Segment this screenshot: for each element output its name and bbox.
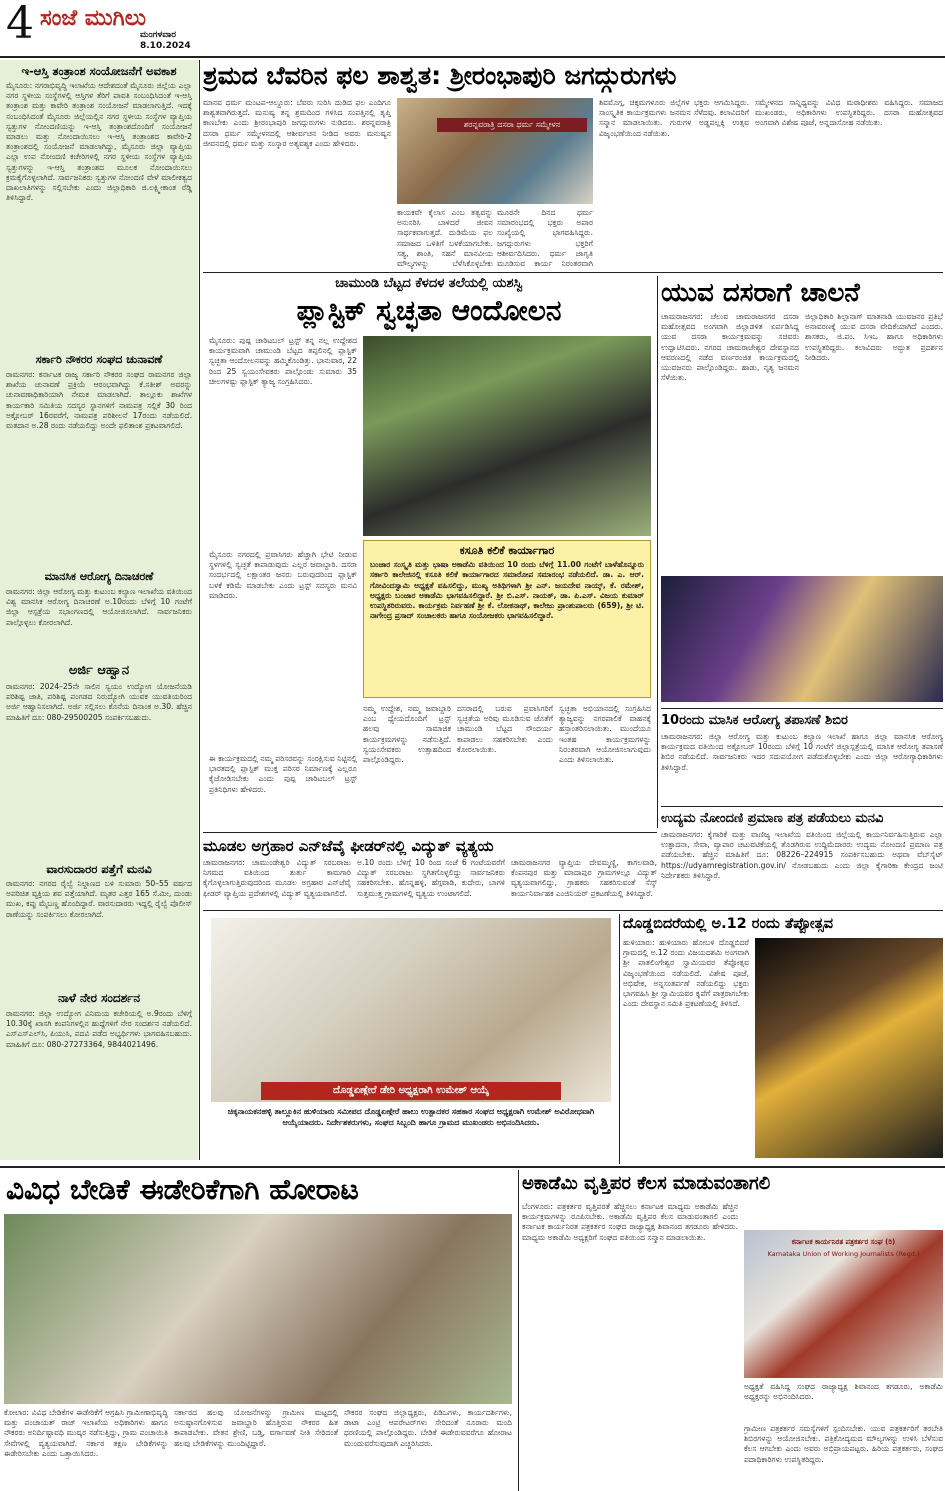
lead-body-col2: ಕಾಯಕವೇ ಕೈಲಾಸ ಎಂಬ ತತ್ವವನ್ನು ಅನುಸರಿಸಿ ಬಾಳಿದರೆ ಜೀವನ ಸಾರ್ಥಕವಾಗುತ್ತದೆ. ದುಡಿಮೆಯ ಫಲ ಸಮಾಜದ ಒಳಿತಿಗೆ ಬಳಕೆಯಾಗಬೇಕು. ಸತ್ಯ, ಶಾಂತಿ, ಸಹನೆ ಮಾನವೀಯ ಮೌಲ್ಯಗಳನ್ನು ಬೆಳೆಸಿಕೊಳ್ಳಬೇಕು <box>397 208 493 269</box>
academy-banner-en: Karnataka Union of Working Journalists (Regd.) <box>767 1250 920 1258</box>
plastic-body-col1c: ಈ ಕಾರ್ಯಕ್ರಮದಲ್ಲಿ ನಮ್ಮ ಪರಿಸರವನ್ನು ಸಂರಕ್ಷಿಸುವ ನಿಟ್ಟಿನಲ್ಲಿ ಭಾರತದಲ್ಲಿ ಪ್ಲಾಸ್ಟಿಕ್ ಮುಕ್ತ ಪರಿಸರ ನಿರ್ಮಾಣಕ್ಕೆ ಎಲ್ಲರೂ ಕೈಜೋಡಿಸಬೇಕು ಎಂದು ಪುಷ್ಪ ಚಾರಿಟಬಲ್ ಟ್ರಸ್ಟ್ ಪ್ರತಿನಿಧಿಗಳು ಹೇಳಿದರು. <box>209 754 357 794</box>
protest-photo <box>4 1214 512 1404</box>
headline-sandarshana: ನಾಳೆ ನೇರ ಸಂದರ್ಶನ <box>57 991 141 1005</box>
power-top-rule <box>203 832 657 833</box>
academy-photo <box>744 1230 943 1378</box>
lead-bottom-rule <box>203 272 943 273</box>
plastic-body-col4: ಸ್ವಚ್ಛತಾ ಅಭಿಯಾನದಲ್ಲಿ ಸಂಗ್ರಹಿಸಿದ ತ್ಯಾಜ್ಯವನ್ನು ನಗರಪಾಲಿಕೆ ವಾಹನಕ್ಕೆ ಹಸ್ತಾಂತರಿಸಲಾಯಿತು. ಮುಂದೆಯೂ ಇಂತಹ ಕಾರ್ಯಕ್ರಮಗಳನ್ನು ನಿರಂತರವಾಗಿ ಆಯೋಜಿಸಲಾಗುವುದು ಎಂದು ತಿಳಿಸಲಾಯಿತು. <box>559 704 651 765</box>
dairy-caption: ಚಿಕ್ಕನಾಯಕನಹಳ್ಳಿ ತಾಲ್ಲೂಕಿನ ಹುಳಿಯಾರು ಸಮೀಪದ ದೊಡ್ಡಏಣ್ಗೇರೆ ಹಾಲು ಉತ್ಪಾದಕರ ಸಹಕಾರ ಸಂಘದ ಅಧ್ಯಕ್ಷರಾಗಿ ಉಮೇಶ್ ಅವಿರೋಧವಾಗಿ ಆಯ್ಕೆಯಾದರು. ನಿರ್ದೇಶಕರುಗಳು, ಸಂಘದ ಸಿಬ್ಬಂದಿ ಹಾಗೂ ಗ್ರಾಮದ ಮುಖಂಡರು ಅಭಿನಂದಿಸಿದರು. <box>227 1107 595 1127</box>
headline-varasudara: ವಾರಸುದಾರರ ಪತ್ತೆಗೆ ಮನವಿ <box>46 862 152 876</box>
masthead <box>0 0 945 60</box>
teppotsava-story <box>623 914 943 1164</box>
plastic-body-col2: ನಮ್ಮ ಉದ್ದೇಶ, ನಮ್ಮ ಜವಾಬ್ದಾರಿ ಎಂಬ ಧ್ಯೇಯದೊಂದಿಗೆ ಟ್ರಸ್ಟ್ ಹಲವು ಸಾಮಾಜಿಕ ಕಾರ್ಯಕ್ರಮಗಳನ್ನು ನಡೆಸುತ್ತಿದೆ. ಸ್ವಯಂಸೇವಕರು ಉತ್ಸಾಹದಿಂದ ಪಾಲ್ಗೊಂಡಿದ್ದರು. <box>363 704 451 765</box>
item-varasudara <box>6 862 192 987</box>
masthead-rule <box>0 56 945 58</box>
yuva-story <box>661 276 943 706</box>
dairy-right-rule <box>619 914 620 1164</box>
protest-body-col3: ನೌಕರರ ಸಂಘದ ಜಿಲ್ಲಾಧ್ಯಕ್ಷರು, ಪಿಡಿಒಗಳು, ಕಾರ್ಯದರ್ಶಿಗಳು, ಡಾಟಾ ಎಂಟ್ರಿ ಆಪರೇಟರ್‌ಗಳು ಸೇರಿದಂತೆ ನೂರಾರು ಮಂದಿ ಧರಣಿಯಲ್ಲಿ ಪಾಲ್ಗೊಂಡಿದ್ದರು. ಬೇಡಿಕೆ ಈಡೇರುವವರೆಗೂ ಹೋರಾಟ ಮುಂದುವರೆಸುವುದಾಗಿ ಎಚ್ಚರಿಸಿದರು. <box>344 1408 512 1448</box>
udyam-headline: ಉದ್ಯಮ ನೋಂದಣಿ ಪ್ರಮಾಣ ಪತ್ರ ಪಡೆಯಲು ಮನವಿ <box>661 811 884 826</box>
lead-body-col1: ಮಾನವ ಧರ್ಮ ಮಂಟಪ-ಆಲ್ದೂರು: ಬೆವರು ಸುರಿಸಿ ದುಡಿದ ಫಲ ಎಂದಿಗೂ ಶಾಶ್ವತವಾಗಿರುತ್ತದೆ. ಮನುಷ್ಯ ತನ್ನ ಶ್ರಮದಿಂದ ಗಳಿಸಿದ ಸಂಪತ್ತಿನಲ್ಲಿ ತೃಪ್ತಿ ಕಾಣಬೇಕು ಎಂದು ಶ್ರೀರಂಭಾಪುರಿ ಜಗದ್ಗುರುಗಳು ನುಡಿದರು. ಶರನ್ನವರಾತ್ರಿ ದಸರಾ ಧರ್ಮ ಸಮ್ಮೇಳನದಲ್ಲಿ ಆಶೀರ್ವಚನ ನೀಡಿದ ಅವರು ಮನುಷ್ಯನ ಜೀವನದಲ್ಲಿ ಧರ್ಮ ಮತ್ತು ಸಂಸ್ಕಾರ ಅತ್ಯವಶ್ಯಕ ಎಂದು ಹೇಳಿದರು. <box>203 98 391 148</box>
udyam-body: ಚಾಮರಾಜನಗರ: ಕೈಗಾರಿಕೆ ಮತ್ತು ವಾಣಿಜ್ಯ ಇಲಾಖೆಯ ವತಿಯಿಂದ ಜಿಲ್ಲೆಯಲ್ಲಿ ಕಾರ್ಯನಿರ್ವಹಿಸುತ್ತಿರುವ ಎಲ್ಲಾ ಉತ್ಪಾದನಾ, ಸೇವಾ, ವ್ಯಾಪಾರ ಚಟುವಟಿಕೆಯಲ್ಲಿ ತೊಡಗಿರುವ ಉದ್ದಿಮೆದಾರರು ಉದ್ಯಮ ನೋಂದಣಿ ಪ್ರಮಾಣ ಪತ್ರ ಪಡೆಯಬೇಕು. ಹೆಚ್ಚಿನ ಮಾಹಿತಿಗೆ ದೂ: 08226–224915 ಸಂಪರ್ಕಿಸಬಹುದು ಅಥವಾ ವೆಬ್‌ಸೈಟ್ https://udyamregistration.gov.in/ ನೋಡಬಹುದು ಎಂದು ಜಿಲ್ಲಾ ಕೈಗಾರಿಕಾ ಕೇಂದ್ರದ ಜಂಟಿ ನಿರ್ದೇಶಕರು ತಿಳಿಸಿದ್ದಾರೆ. <box>661 830 943 880</box>
yuva-headline: ಯುವ ದಸರಾಗೆ ಚಾಲನೆ <box>661 278 860 308</box>
plastic-body-col3: ದಸರಾದಲ್ಲಿ ಬರುವ ಪ್ರವಾಸಿಗರಿಗೆ ಸ್ವಚ್ಛತೆಯ ಅರಿವು ಮೂಡಿಸುವ ಜೊತೆಗೆ ಚಾಮುಂಡಿ ಬೆಟ್ಟದ ಸೌಂದರ್ಯ ಕಾಪಾಡಲು ಸಹಕರಿಸಬೇಕು ಎಂದು ಕೋರಲಾಯಿತು. <box>457 704 553 754</box>
body-sandarshana: ರಾಮನಗರ: ಜಿಲ್ಲಾ ಉದ್ಯೋಗ ವಿನಿಮಯ ಕಚೇರಿಯಲ್ಲಿ ಅ.9ರಂದು ಬೆಳಿಗ್ಗೆ 10.30ಕ್ಕೆ ಖಾಸಗಿ ಕಂಪನಿಗಳಲ್ಲಿನ ಹುದ್ದೆಗಳಿಗೆ ನೇರ ಸಂದರ್ಶನ ನಡೆಯಲಿದೆ. ಎಸ್‌ಎಸ್‌ಎಲ್‌ಸಿ, ಪಿಯುಸಿ, ಪದವಿ ಪಡೆದ ಅಭ್ಯರ್ಥಿಗಳು ಭಾಗವಹಿಸಬಹುದು. ಮಾಹಿತಿಗೆ ದೂ: 080-27273364, 9844021496. <box>6 1009 192 1049</box>
item-nouakara <box>6 353 192 566</box>
yuva-photo <box>661 576 943 702</box>
academy-photo-caption: ಅಧ್ಯಕ್ಷತೆ ವಹಿಸಿದ್ದ ಸಂಘದ ರಾಜ್ಯಾಧ್ಯಕ್ಷ ಶಿವಾನಂದ ತಗಡೂರು, ಅಕಾಡೆಮಿ ಅಧ್ಯಕ್ಷರನ್ನು ಅಭಿನಂದಿಸಿದರು. <box>744 1382 943 1402</box>
academy-banner-kn: ಕರ್ನಾಟಕ ಕಾರ್ಯನಿರತ ಪತ್ರಕರ್ತರ ಸಂಘ (ರಿ) <box>791 1238 896 1246</box>
teppotsava-photo <box>755 938 943 1158</box>
dairy-caption-bar: ದೊಡ್ಡಏಣ್ಗೇರೆ ಡೇರಿ ಅಧ್ಯಕ್ಷರಾಗಿ ಉಮೇಶ್ ಆಯ್ಕೆ <box>261 1082 561 1100</box>
plastic-headline: ಪ್ಲಾಸ್ಟಿಕ್ ಸ್ವಚ್ಛತಾ ಆಂದೋಲನ <box>296 294 562 327</box>
yuva-body-col2: ಜಿಲ್ಲಾಧಿಕಾರಿ ಶಿಲ್ಪಾನಾಗ್ ಮಾತನಾಡಿ ಯುವಜನರ ಪ್ರತಿಭೆ ಅನಾವರಣಕ್ಕೆ ಯುವ ದಸರಾ ವೇದಿಕೆಯಾಗಿದೆ ಎಂದರು. ಶಾಸಕರು, ಜಿ.ಪಂ. ಸಿಇಒ ಹಾಗೂ ಅಧಿಕಾರಿಗಳು ಉಪಸ್ಥಿತರಿದ್ದರು. ಕಲಾವಿದರು ಅದ್ಭುತ ಪ್ರದರ್ಶನ ನೀಡಿದರು. <box>805 312 943 362</box>
academy-body-col2: ಗ್ರಾಮೀಣ ಪತ್ರಕರ್ತರ ಸಮಸ್ಯೆಗಳಿಗೆ ಸ್ಪಂದಿಸಬೇಕು. ಯುವ ಪತ್ರಕರ್ತರಿಗೆ ತರಬೇತಿ ಶಿಬಿರಗಳನ್ನು ಆಯೋಜಿಸಬೇಕು. ಪತ್ರಿಕೋದ್ಯಮದ ಮೌಲ್ಯಗಳನ್ನು ಉಳಿಸಿ ಬೆಳೆಸುವ ಕೆಲಸ ಆಗಬೇಕು ಎಂದು ಅವರು ಅಭಿಪ್ರಾಯಪಟ್ಟರು. ಹಿರಿಯ ಪತ್ರಕರ್ತರು, ಸಂಘದ ಪದಾಧಿಕಾರಿಗಳು ಉಪಸ್ಥಿತರಿದ್ದರು. <box>744 1424 943 1464</box>
body-varasudara: ರಾಮನಗರ: ನಗರದ ರೈಲ್ವೆ ನಿಲ್ದಾಣದ ಬಳಿ ಸುಮಾರು 50–55 ವರ್ಷದ ಅಪರಿಚಿತ ವ್ಯಕ್ತಿಯ ಶವ ಪತ್ತೆಯಾಗಿದೆ. ಮೃತರ ಎತ್ತರ 165 ಸೆ.ಮೀ, ದುಂಡು ಮುಖ, ಕಪ್ಪು ಮೈಬಣ್ಣ ಹೊಂದಿದ್ದಾರೆ. ವಾರಸುದಾರರು ಇದ್ದಲ್ಲಿ ರೈಲ್ವೆ ಪೊಲೀಸ್ ಠಾಣೆಯನ್ನು ಸಂಪರ್ಕಿಸಲು ಕೋರಲಾಗಿದೆ. <box>6 879 192 919</box>
udyam-story <box>661 810 943 906</box>
lead-body-col3: ಮೂರನೇ ದಿನದ ಧರ್ಮ ಸಮಾರಂಭದಲ್ಲಿ ಭಕ್ತರು ಅಪಾರ ಸಂಖ್ಯೆಯಲ್ಲಿ ಭಾಗವಹಿಸಿದ್ದರು. ಜಗದ್ಗುರುಗಳು ಭಕ್ತರಿಗೆ ಆಶೀರ್ವದಿಸಿದರು. ಧರ್ಮ ಜಾಗೃತಿ ಮೂಡಿಸುವ ಕಾರ್ಯ ನಿರಂತರವಾಗಿ <box>497 208 593 269</box>
dairy-story <box>203 914 617 1164</box>
body-eaasti: ಮೈಸೂರು: ನಗರಾಭಿವೃದ್ಧಿ ಇಲಾಖೆಯ ಆದೇಶದಂತೆ ಮೈಸೂರು ಜಿಲ್ಲೆಯ ಎಲ್ಲಾ ನಗರ ಸ್ಥಳೀಯ ಸಂಸ್ಥೆಗಳಲ್ಲಿ ಆಸ್ತಿಗಳ ತೆರಿಗೆ ಪಾವತಿ ಸಂಬಂಧಿಸಿದಂತೆ ಇ-ಆಸ್ತಿ ತಂತ್ರಾಂಶ ಮತ್ತು ಕಾವೇರಿ ತಂತ್ರಾಂಶ ಸಂಯೋಜನೆ ಮಾಡಲಾಗುತ್ತಿದೆ. ಇದಕ್ಕೆ ಸಂಬಂಧಿಸಿದಂತೆ ಮೈಸೂರು ಜಿಲ್ಲೆಯಲ್ಲಿನ ನಗರ ಸ್ಥಳೀಯ ಸಂಸ್ಥೆಗಳ ವ್ಯಾಪ್ತಿಯ ಸ್ವತ್ತುಗಳ ನೋಂದಣಿಯನ್ನು ಇ-ಆಸ್ತಿ ತಂತ್ರಾಂಶದೊಂದಿಗೆ ಸಂಯೋಜನೆ ಮಾಡಲು ಮತ್ತು ನೋಂದಾಯಿಸಲು ಇ-ಆಸ್ತಿ ತಂತ್ರಾಂಶದ ಕಾವೇರಿ-2 ತಂತ್ರಾಂಶದಲ್ಲಿ ಸಂಯೋಜನೆ ಮಾಡಲಾಗಿದ್ದು, ಮೈಸೂರು ಜಿಲ್ಲಾ ವ್ಯಾಪ್ತಿಯ ಎಲ್ಲಾ ಉಪ ನೋಂದಣಿ ಕಚೇರಿಗಳಲ್ಲಿ ನಗರ ಸ್ಥಳೀಯ ಸಂಸ್ಥೆಗಳ ವ್ಯಾಪ್ತಿಯ ಸ್ವತ್ತುಗಳನ್ನು ಇ-ಆಸ್ತಿ ತಂತ್ರಾಂಶದ ಮೂಲಕ ನೋಂದಾಯಿಸಲು ಕ್ರಮಕೈಗೊಳ್ಳಲಾಗಿದೆ. ಸಾರ್ವಜನಿಕರು ಸ್ವತ್ತುಗಳ ನೋಂದಣಿ ವೇಳೆ ಮಾಲೀಕತ್ವದ ದಾಖಲಾತಿಗಳನ್ನು ಸಲ್ಲಿಸಬೇಕು ಎಂದು ಜಿಲ್ಲಾಧಿಕಾರಿ ಜಿ.ಲಕ್ಷ್ಮೀಕಾಂತ ರೆಡ್ಡಿ ತಿಳಿಸಿದ್ದಾರೆ. <box>6 81 192 203</box>
item-eaasti <box>6 64 192 349</box>
dairy-photo <box>211 918 611 1102</box>
health-camp-body: ಚಾಮರಾಜನಗರ: ಜಿಲ್ಲಾ ಆರೋಗ್ಯ ಮತ್ತು ಕುಟುಂಬ ಕಲ್ಯಾಣ ಇಲಾಖೆ ಹಾಗೂ ಜಿಲ್ಲಾ ಮಾನಸಿಕ ಆರೋಗ್ಯ ಕಾರ್ಯಕ್ರಮದ ವತಿಯಿಂದ ಅಕ್ಟೋಬರ್ 10ರಂದು ಬೆಳಿಗ್ಗೆ 10 ಗಂಟೆಗೆ ಜಿಲ್ಲಾಸ್ಪತ್ರೆಯಲ್ಲಿ ಮಾಸಿಕ ಆರೋಗ್ಯ ತಪಾಸಣೆ ಶಿಬಿರ ನಡೆಯಲಿದೆ. ಸಾರ್ವಜನಿಕರು ಇದರ ಸದುಪಯೋಗ ಪಡೆದುಕೊಳ್ಳಬೇಕು ಎಂದು ಜಿಲ್ಲಾ ಆರೋಗ್ಯಾಧಿಕಾರಿಗಳು ತಿಳಿಸಿದ್ದಾರೆ. <box>661 732 943 772</box>
protest-right-rule <box>518 1170 519 1491</box>
protest-body-col1: ಕೋಲಾರ: ವಿವಿಧ ಬೇಡಿಕೆಗಳ ಈಡೇರಿಕೆಗೆ ಆಗ್ರಹಿಸಿ ಗ್ರಾಮೀಣಾಭಿವೃದ್ಧಿ ಮತ್ತು ಪಂಚಾಯತ್ ರಾಜ್ ಇಲಾಖೆಯ ಅಧಿಕಾರಿಗಳು ಹಾಗೂ ನೌಕರರು ಅನಿರ್ದಿಷ್ಟಾವಧಿ ಮುಷ್ಕರ ನಡೆಸುತ್ತಿದ್ದು, ಗ್ರಾಮ ಪಂಚಾಯಿತಿ ಸೇವೆಗಳಲ್ಲಿ ವ್ಯತ್ಯಯವಾಗಿದೆ. ಸರ್ಕಾರ ತಕ್ಷಣ ಬೇಡಿಕೆಗಳನ್ನು ಈಡೇರಿಸಬೇಕು ಎಂದು ಒತ್ತಾಯಿಸಿದರು. <box>4 1408 168 1458</box>
headline-arji: ಅರ್ಜಿ ಆಹ್ವಾನ <box>68 663 130 678</box>
left-column-rule <box>199 60 200 1160</box>
issue-date: 8.10.2024 <box>140 41 191 51</box>
power-cut-story <box>203 836 657 906</box>
power-cut-body-col1: ಚಾಮರಾಜನಗರ: ಚಾಮುಂಡೇಶ್ವರಿ ವಿದ್ಯುತ್ ಸರಬರಾಜು ನಿಗಮದ ವತಿಯಿಂದ ತುರ್ತು ಕಾಮಗಾರಿ ಕೈಗೊಳ್ಳಲಾಗುತ್ತಿರುವುದರಿಂದ ಮೂಡಲ ಅಗ್ರಹಾರ ಎನ್‌ಜೆವೈ ಫೀಡರ್ ವ್ಯಾಪ್ತಿಯ ಪ್ರದೇಶಗಳಲ್ಲಿ ವಿದ್ಯುತ್ ವ್ಯತ್ಯಯವಾಗಲಿದೆ. <box>203 858 351 898</box>
item-manasika <box>6 570 192 659</box>
health-camp-headline: 10ರಂದು ಮಾಸಿಕ ಆರೋಗ್ಯ ತಪಾಸಣೆ ಶಿಬಿರ <box>661 713 848 728</box>
workshop-box <box>363 540 651 698</box>
body-nouakara: ರಾಮನಗರ: ಕರ್ನಾಟಕ ರಾಜ್ಯ ಸರ್ಕಾರಿ ನೌಕರರ ಸಂಘದ ರಾಮನಗರ ಜಿಲ್ಲಾ ಶಾಖೆಯ ಚುನಾವಣೆ ಪ್ರಕ್ರಿಯೆ ಆರಂಭವಾಗಿದ್ದು ಕೆ.ಸತೀಶ್ ಅವರನ್ನು ಚುನಾವಣಾಧಿಕಾರಿಯಾಗಿ ನೇಮಕ ಮಾಡಲಾಗಿದೆ. ತಾಲ್ಲೂಕು ಶಾಖೆಗಳ ಕಾರ್ಯಕಾರಿ ಸಮಿತಿಯ ಸದಸ್ಯರ ಸ್ಥಾನಗಳಿಗೆ ನಾಮಪತ್ರ ಸಲ್ಲಿಕೆ 30 ರಿಂದ ಅಕ್ಟೋಬರ್ 16ರವರೆಗೆ, ನಾಮಪತ್ರ ಪರಿಶೀಲನೆ 17ರಂದು ನಡೆಯಲಿದೆ. ಮತದಾನ ಅ.28 ರಂದು ನಡೆಯಲಿದ್ದು ಅಂದೇ ಫಲಿತಾಂಶ ಪ್ರಕಟವಾಗಲಿದೆ. <box>6 370 192 431</box>
body-arji: ರಾಮನಗರ: 2024–25ನೇ ಸಾಲಿನ ಸ್ವಯಂ ಉದ್ಯೋಗ ಯೋಜನೆಯಡಿ ಪರಿಶಿಷ್ಟ ಜಾತಿ, ಪರಿಶಿಷ್ಟ ಪಂಗಡದ ನಿರುದ್ಯೋಗಿ ಯುವಕ ಯುವತಿಯರಿಂದ ಅರ್ಜಿ ಆಹ್ವಾನಿಸಲಾಗಿದೆ. ಅರ್ಜಿ ಸಲ್ಲಿಸಲು ಕೊನೆಯ ದಿನಾಂಕ ಅ.30. ಹೆಚ್ಚಿನ ಮಾಹಿತಿಗೆ ದೂ: 080-29500205 ಸಂಪರ್ಕಿಸಬಹುದು. <box>6 682 192 722</box>
lead-photo-banner: ಶರನ್ನವರಾತ್ರಿ ದಸರಾ ಧರ್ಮ ಸಮ್ಮೇಳನ <box>437 118 587 132</box>
body-manasika: ರಾಮನಗರ: ಜಿಲ್ಲಾ ಆರೋಗ್ಯ ಮತ್ತು ಕುಟುಂಬ ಕಲ್ಯಾಣ ಇಲಾಖೆಯ ವತಿಯಿಂದ ವಿಶ್ವ ಮಾನಸಿಕ ಆರೋಗ್ಯ ದಿನಾಚರಣೆ ಅ.10ರಂದು ಬೆಳಿಗ್ಗೆ 10 ಗಂಟೆಗೆ ಜಿಲ್ಲಾ ಆಸ್ಪತ್ರೆಯ ಸಭಾಂಗಣದಲ್ಲಿ ಆಯೋಜಿಸಲಾಗಿದೆ. ಸಾರ್ವಜನಿಕರು ಪಾಲ್ಗೊಳ್ಳಲು ಕೋರಲಾಗಿದೆ. <box>6 587 192 627</box>
health-bottom-rule <box>661 806 943 807</box>
lead-body-col4: ಶಿವಮೊಗ್ಗ, ಚಿಕ್ಕಮಗಳೂರು ಜಿಲ್ಲೆಗಳ ಭಕ್ತರು ಆಗಮಿಸಿದ್ದರು. ಸಾಂಸ್ಕೃತಿಕ ಕಾರ್ಯಕ್ರಮಗಳು ಜನಮನ ಸೆಳೆದವು. ಕಲಾವಿದರಿಗೆ ಸನ್ಮಾನ ಮಾಡಲಾಯಿತು. ಗುರುಗಳ ಅಡ್ಡಪಲ್ಲಕ್ಕಿ ಉತ್ಸವ ವಿಜೃಂಭಣೆಯಿಂದ ನಡೆಯಿತು. <box>599 98 749 138</box>
lead-headline: ಶ್ರಮದ ಬೆವರಿನ ಫಲ ಶಾಶ್ವತ: ಶ್ರೀರಂಭಾಪುರಿ ಜಗದ್ಗುರುಗಳು <box>203 61 677 90</box>
workshop-body: ಬಂಜಾರ ಸಂಸ್ಕೃತಿ ಮತ್ತು ಭಾಷಾ ಅಕಾಡೆಮಿ ವತಿಯಿಂದ 10 ರಂದು ಬೆಳಿಗ್ಗೆ 11.00 ಗಂಟೆಗೆ ಬಾಳೆಹೊನ್ನೂರು ಸರ್ಕಾರಿ ಕಾಲೇಜಿನಲ್ಲಿ ಕಸೂತಿ ಕಲಿಕೆ ಕಾರ್ಯಾಗಾರದ ಸಮಾರೋಪ ಸಮಾರಂಭ ನಡೆಯಲಿದೆ. ಡಾ. ಎ. ಆರ್. ಗೋವಿಂದಸ್ವಾಮಿ ಅಧ್ಯಕ್ಷತೆ ವಹಿಸಲಿದ್ದು, ಮುಖ್ಯ ಅತಿಥಿಗಳಾಗಿ ಶ್ರೀ ಎನ್. ಜಯದೇವ ನಾಯ್ಕ್, ಕೆ. ರಮೇಶ್, ಅಧ್ಯಕ್ಷರು ಬಂಜಾರ ಅಕಾಡೆಮಿ ಭಾಗವಹಿಸಲಿದ್ದಾರೆ. ಶ್ರೀ ಬಿ.ಎಸ್. ನಾಯಕ್, ಡಾ. ಪಿ.ಎಸ್. ವಿಜಯ ಕುಮಾರ್ ಉಪಸ್ಥಿತರಿರುವರು. ಕಾರ್ಯಕ್ರಮ ನಿರ್ವಹಣೆ ಶ್ರೀ ಕೆ. ಲೋಕನಾಥ್, ಕಾಲೇಜು ಪ್ರಾಂಶುಪಾಲರು (659), ಶ್ರೀ ಟಿ. ನಾಗೇಂದ್ರ ಪ್ರಸಾದ್ ಸಂಚಾಲಕರು ಹಾಗೂ ಸಂಯೋಜಕರು ಭಾಗವಹಿಸಲಿದ್ದಾರೆ. <box>370 560 644 621</box>
health-camp-story <box>661 712 943 804</box>
protest-body-col2: ಸರ್ಕಾರದ ಹಲವು ಯೋಜನೆಗಳನ್ನು ಗ್ರಾಮೀಣ ಮಟ್ಟದಲ್ಲಿ ಅನುಷ್ಠಾನಗೊಳಿಸುವ ಜವಾಬ್ದಾರಿ ಹೊತ್ತಿರುವ ನೌಕರರ ಹಿತ ಕಾಪಾಡಬೇಕು. ವೇತನ ಶ್ರೇಣಿ, ಬಡ್ತಿ, ವರ್ಗಾವಣೆ ನೀತಿ ಸೇರಿದಂತೆ ಹಲವು ಬೇಡಿಕೆಗಳನ್ನು ಮುಂದಿಟ್ಟಿದ್ದಾರೆ. <box>174 1408 338 1448</box>
teppotsava-body: ಹುಳಿಯಾರು: ಹುಳಿಯಾರು ಹೋಬಳಿ ದೊಡ್ಡಬಿದರೆ ಗ್ರಾಮದಲ್ಲಿ ಅ.12 ರಂದು ವಿಜಯದಶಮಿ ಅಂಗವಾಗಿ ಶ್ರೀ ಪಾತಲಿಂಗೇಶ್ವರ ಸ್ವಾಮಿಯವರ ತೆಪ್ಪೋತ್ಸವ ವಿಜೃಂಭಣೆಯಿಂದ ನಡೆಯಲಿದೆ. ವಿಶೇಷ ಪೂಜೆ, ಅಭಿಷೇಕ, ಅನ್ನಸಂತರ್ಪಣೆ ನಡೆಯಲಿದ್ದು ಭಕ್ತರು ಭಾಗವಹಿಸಿ ಶ್ರೀ ಸ್ವಾಮಿಯವರ ಕೃಪೆಗೆ ಪಾತ್ರರಾಗಬೇಕು ಎಂದು ದೇವಸ್ಥಾನ ಸಮಿತಿ ಪ್ರಕಟಣೆಯಲ್ಲಿ ತಿಳಿಸಿದೆ. <box>623 938 749 1009</box>
academy-headline: ಅಕಾಡೆಮಿ ವೃತ್ತಿಪರ ಕೆಲಸ ಮಾಡುವಂತಾಗಲಿ <box>522 1173 771 1194</box>
lead-photo <box>397 98 593 204</box>
page-number: 4 <box>6 0 34 48</box>
issue-day: ಮಂಗಳವಾರ <box>140 30 177 40</box>
protest-headline: ವಿವಿಧ ಬೇಡಿಕೆ ಈಡೇರಿಕೆಗಾಗಿ ಹೋರಾಟ <box>6 1173 359 1206</box>
logo-text: ಸಂಜೆ ಮುಗಿಲು <box>40 6 146 31</box>
lead-body-col5: ಸಮ್ಮೇಳನದ ಸಾನ್ನಿಧ್ಯವನ್ನು ವಿವಿಧ ಮಠಾಧೀಶರು ವಹಿಸಿದ್ದರು. ಸಮಾಜದ ಮುಖಂಡರು, ಅಧಿಕಾರಿಗಳು ಉಪಸ್ಥಿತರಿದ್ದರು. ದಸರಾ ಮಹೋತ್ಸವದ ಅಂಗವಾಗಿ ವಿಶೇಷ ಪೂಜೆ, ಅನ್ನದಾಸೋಹ ನಡೆಯಿತು. <box>755 98 943 128</box>
middle-rule <box>203 910 943 911</box>
yuva-body-col1: ಚಾಮರಾಜನಗರ: ಚೆಲುವ ಚಾಮರಾಜನಗರ ದಸರಾ ಮಹೋತ್ಸವದ ಅಂಗವಾಗಿ ಜಿಲ್ಲಾಡಳಿತ ಏರ್ಪಡಿಸಿದ್ದ ಯುವ ದಸರಾ ಕಾರ್ಯಕ್ರಮವನ್ನು ಸಚಿವರು ಉದ್ಘಾಟಿಸಿದರು. ನಗರದ ಚಾಮರಾಜೇಶ್ವರ ದೇವಸ್ಥಾನದ ಆವರಣದಲ್ಲಿ ನಡೆದ ವರ್ಣರಂಜಿತ ಕಾರ್ಯಕ್ರಮದಲ್ಲಿ ಯುವಜನರು ಪಾಲ್ಗೊಂಡಿದ್ದರು. ಹಾಡು, ನೃತ್ಯ ಜನಮನ ಸೆಳೆಯಿತು. <box>661 312 799 383</box>
workshop-title: ಕಸೂತಿ ಕಲಿಕೆ ಕಾರ್ಯಾಗಾರ <box>459 544 555 557</box>
yuva-bottom-rule <box>661 708 943 709</box>
plastic-body-col1: ಮೈಸೂರು: ಪುಷ್ಪ ಚಾರಿಟಬಲ್ ಟ್ರಸ್ಟ್ ತನ್ನ ನಲ್ಲ ಉದ್ದೇಶದ ಕಾರ್ಯಕ್ರಮವಾಗಿ ಚಾಮುಂಡಿ ಬೆಟ್ಟದ ತಪ್ಪಲಿನಲ್ಲಿ ಪ್ಲಾಸ್ಟಿಕ್ ಸ್ವಚ್ಛತಾ ಆಂದೋಲನವನ್ನು ಹಮ್ಮಿಕೊಂಡಿತ್ತು. ಭಾನುವಾರ, 22 ರಿಂದ 25 ಸ್ವಯಂಸೇವಕರು ಪಾಲ್ಗೊಂಡು ಸುಮಾರು 35 ಚೀಲಗಳಷ್ಟು ಪ್ಲಾಸ್ಟಿಕ್ ತ್ಯಾಜ್ಯ ಸಂಗ್ರಹಿಸಿದರು. <box>209 336 357 386</box>
left-column <box>0 60 198 1160</box>
plastic-body-col1b: ಮೈಸೂರು ನಗರದಲ್ಲಿ ಪ್ರವಾಸಿಗರು ಹೆಚ್ಚಾಗಿ ಭೇಟಿ ನೀಡುವ ಸ್ಥಳಗಳಲ್ಲಿ ಸ್ವಚ್ಛತೆ ಕಾಪಾಡುವುದು ಎಲ್ಲರ ಜವಾಬ್ದಾರಿ. ದಸರಾ ಸಂದರ್ಭದಲ್ಲಿ ಲಕ್ಷಾಂತರ ಜನರು ಬರುವುದರಿಂದ ಪ್ಲಾಸ್ಟಿಕ್ ಬಳಕೆ ಕಡಿಮೆ ಮಾಡಬೇಕು ಎಂದು ಟ್ರಸ್ಟ್ ಸದಸ್ಯರು ಮನವಿ ಮಾಡಿದರು. <box>209 550 357 600</box>
power-cut-headline: ಮೂಡಲ ಅಗ್ರಹಾರ ಎನ್‌ಜೆವೈ ಫೀಡರ್‌ನಲ್ಲಿ ವಿದ್ಯುತ್ ವ್ಯತ್ಯಯ <box>203 837 494 855</box>
item-sandarshana <box>6 991 192 1109</box>
plastic-story <box>203 276 655 828</box>
academy-body-col1: ಬೆಂಗಳೂರು: ಪತ್ರಕರ್ತರ ವೃತ್ತಿಪರತೆ ಹೆಚ್ಚಿಸಲು ಕರ್ನಾಟಕ ಮಾಧ್ಯಮ ಅಕಾಡೆಮಿ ಹೆಚ್ಚಿನ ಕಾರ್ಯಕ್ರಮಗಳನ್ನು ರೂಪಿಸಬೇಕು. ಅಕಾಡೆಮಿ ವೃತ್ತಿಪರ ಕೆಲಸ ಮಾಡುವಂತಾಗಲಿ ಎಂದು ಕರ್ನಾಟಕ ಕಾರ್ಯನಿರತ ಪತ್ರಕರ್ತರ ಸಂಘದ ರಾಜ್ಯಾಧ್ಯಕ್ಷ ಶಿವಾನಂದ ತಗಡೂರು ಹೇಳಿದರು. ಮಾಧ್ಯಮ ಅಕಾಡೆಮಿ ಅಧ್ಯಕ್ಷರಿಗೆ ಸಂಘದ ವತಿಯಿಂದ ಸನ್ಮಾನ ಮಾಡಲಾಯಿತು. <box>522 1202 738 1242</box>
headline-manasika: ಮಾನಸಿಕ ಆರೋಗ್ಯ ದಿನಾಚರಣೆ <box>44 570 154 583</box>
plastic-right-rule <box>657 276 658 828</box>
headline-nouakara: ಸರ್ಕಾರಿ ನೌಕರರ ಸಂಘದ ಚುನಾವಣೆ <box>35 353 163 366</box>
academy-story <box>522 1170 943 1491</box>
headline-eaasti: ಇ-ಆಸ್ತಿ ತಂತ್ರಾಂಶ ಸಂಯೋಜನೆಗೆ ಅವಕಾಶ <box>21 64 177 78</box>
lead-story <box>203 60 943 270</box>
bottom-band-rule <box>0 1166 945 1168</box>
protest-story <box>0 1170 516 1491</box>
plastic-photo <box>363 336 651 536</box>
power-cut-body-col2: ಅ.10 ರಂದು ಬೆಳಿಗ್ಗೆ 10 ರಿಂದ ಸಂಜೆ 6 ಗಂಟೆಯವರೆಗೆ ವಿದ್ಯುತ್ ಸರಬರಾಜು ಸ್ಥಗಿತಗೊಳ್ಳಲಿದ್ದು ಸಾರ್ವಜನಿಕರು ಸಹಕರಿಸಬೇಕು. ಹೊನ್ನಹಳ್ಳಿ, ಹೆಗ್ಗವಾಡಿ, ಕುದೇರು, ಬಾಗಳಿ ಸುತ್ತಮುತ್ತ ಗ್ರಾಮಗಳಲ್ಲಿ ವ್ಯತ್ಯಯ ಉಂಟಾಗಲಿದೆ. <box>357 858 505 898</box>
plastic-kicker: ಚಾಮುಂಡಿ ಬೆಟ್ಟದ ಕೆಳದಳ ತಲೆಯಲ್ಲಿ ಯಶಸ್ವಿ <box>335 276 523 291</box>
teppotsava-headline: ದೊಡ್ಡಬಿದರೆಯಲ್ಲಿ ಅ.12 ರಂದು ತೆಪ್ಪೋತ್ಸವ <box>623 916 834 932</box>
item-arji <box>6 663 192 858</box>
power-cut-body-col3: ಚಾಮರಾಜನಗರ ವ್ಯಾಪ್ತಿಯ ದೇವಮ್ಮಣ್ಣಿ, ಕಾಗಲವಾಡಿ, ಕೆಂಪನಪುರ ಮತ್ತು ಮಾದಾಪುರ ಗ್ರಾಮಗಳಲ್ಲೂ ವಿದ್ಯುತ್ ವ್ಯತ್ಯಯವಾಗಲಿದ್ದು, ಗ್ರಾಹಕರು ಸಹಕರಿಸುವಂತೆ ಸೆಸ್ಕ್ ಕಾರ್ಯನಿರ್ವಾಹಕ ಎಂಜಿನಿಯರ್ ಪ್ರಕಟಣೆಯಲ್ಲಿ ತಿಳಿಸಿದ್ದಾರೆ. <box>511 858 657 898</box>
